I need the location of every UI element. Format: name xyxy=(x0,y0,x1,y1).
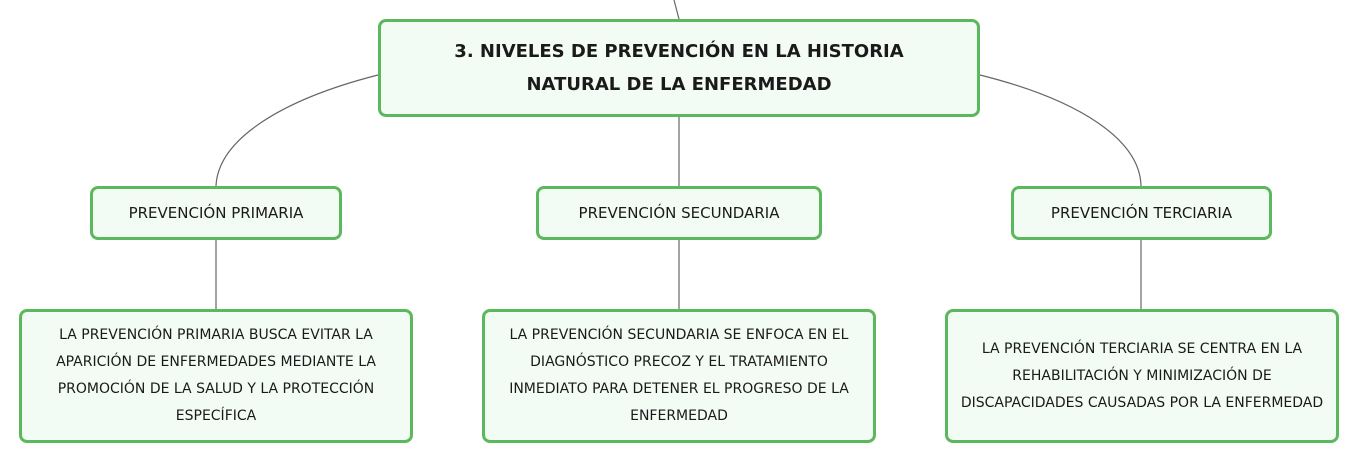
connector-root-terciaria xyxy=(980,75,1141,186)
description-text: LA PREVENCIÓN SECUNDARIA SE ENFOCA EN EL DIAGNÓSTICO PRECOZ Y EL TRATAMIENTO INMEDIATO PARA DETENER EL PROGRESO DE LA ENFERMEDAD xyxy=(509,327,849,424)
topic-label: PREVENCIÓN PRIMARIA xyxy=(128,204,304,222)
topic-prevencion-primaria[interactable] xyxy=(90,186,342,240)
connector-root-primaria xyxy=(216,75,378,186)
topic-label: PREVENCIÓN SECUNDARIA xyxy=(578,204,780,222)
description-text: LA PREVENCIÓN TERCIARIA SE CENTRA EN LA REHABILITACIÓN Y MINIMIZACIÓN DE DISCAPACIDADES CAUSADAS POR LA ENFERMEDAD xyxy=(960,340,1324,411)
description-prevencion-primaria[interactable] xyxy=(19,309,413,443)
description-text: LA PREVENCIÓN PRIMARIA BUSCA EVITAR LA APARICIÓN DE ENFERMEDADES MEDIANTE LA PROMOCIÓN DE LA SALUD Y LA PROTECCIÓN ESPECÍFICA xyxy=(56,327,376,424)
topic-prevencion-secundaria[interactable] xyxy=(536,186,822,240)
description-prevencion-terciaria[interactable] xyxy=(945,309,1339,443)
description-prevencion-secundaria[interactable] xyxy=(482,309,876,443)
root-topic[interactable] xyxy=(378,19,980,117)
connector-parent-root xyxy=(674,0,679,19)
root-topic-title: 3. NIVELES DE PREVENCIÓN EN LA HISTORIA NATURAL DE LA ENFERMEDAD xyxy=(454,41,904,95)
topic-label: PREVENCIÓN TERCIARIA xyxy=(1050,204,1233,222)
topic-prevencion-terciaria[interactable] xyxy=(1011,186,1272,240)
